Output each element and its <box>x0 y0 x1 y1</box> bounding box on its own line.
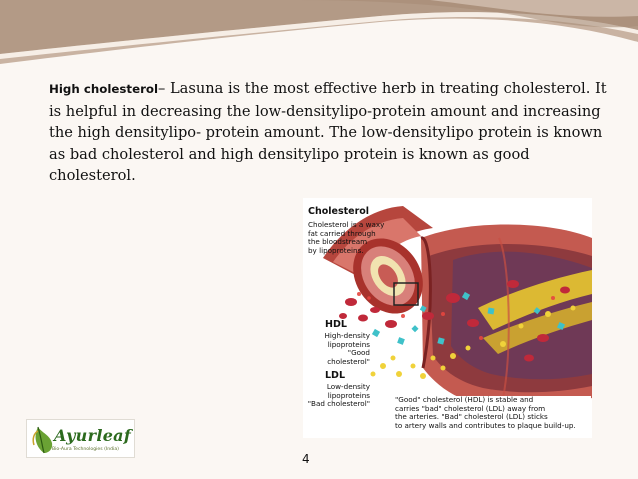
paragraph-lead: High cholesterol <box>49 82 159 96</box>
figure-description: Cholesterol is a waxy fat carried through the bloodstream by lipoproteins. <box>308 220 385 255</box>
figure-caption: "Good" cholesterol (HDL) is stable and carries "bad" cholesterol (LDL) away from the arteries. "Bad" cholesterol (LDL) sticks to artery walls and contributes to plaque build-up. <box>395 396 591 430</box>
logo-name: Ayurleaf <box>54 426 132 445</box>
ldl-description: Low-density lipoproteins "Bad cholesterol" <box>307 382 370 409</box>
page-number: 4 <box>302 452 310 466</box>
ldl-label: LDL <box>325 370 345 381</box>
figure-title: Cholesterol <box>308 206 370 217</box>
ayurleaf-logo <box>26 419 135 458</box>
paragraph-text: – Lasuna is the most effective herb in treating cholesterol. It is helpful in decreasing the low-densitylipo-protein amount and increasing the high densitylipo- protein amount. The low-densitylipo protein is known as bad cholesterol and high densitylipo protein is known as good cholesterol. <box>49 80 607 184</box>
logo-tagline: Bio-Aura Technologies (India) <box>52 447 119 452</box>
header-swoosh-decoration <box>0 0 638 80</box>
hdl-label: HDL <box>325 319 347 330</box>
cholesterol-illustration <box>303 198 592 438</box>
body-paragraph <box>49 78 609 187</box>
hdl-description: High-density lipoproteins "Good cholesterol" <box>324 331 370 366</box>
